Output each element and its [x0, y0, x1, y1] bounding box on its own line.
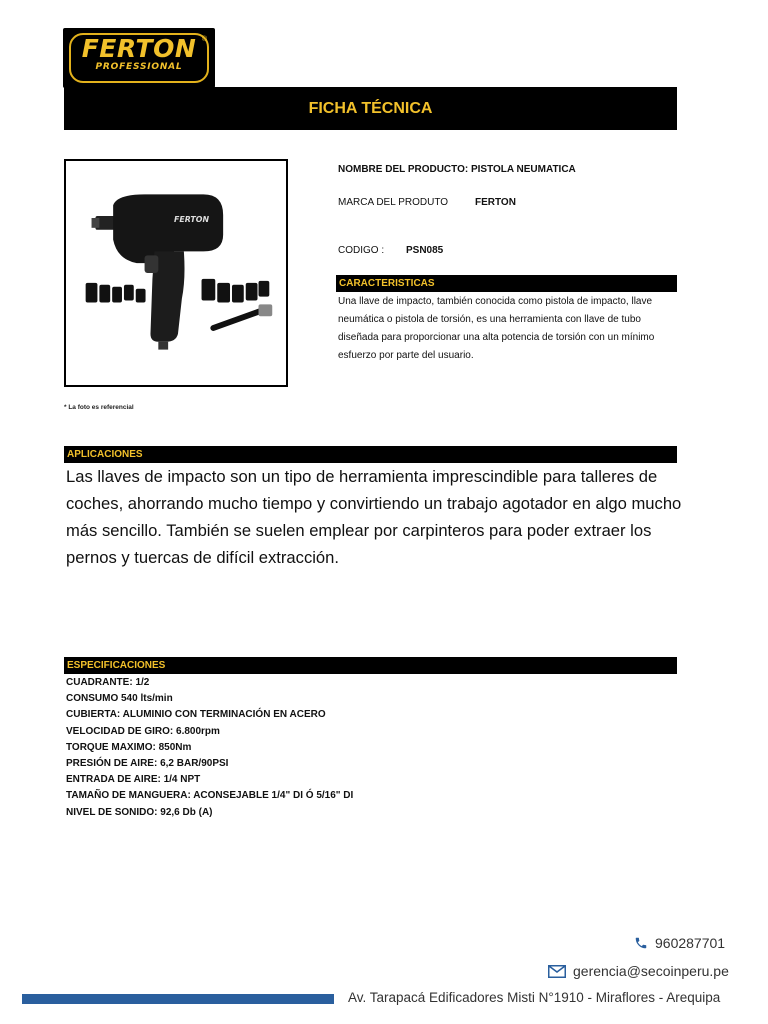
logo-registered-mark: ®: [201, 36, 207, 43]
socket: [124, 285, 134, 301]
product-brand-row: [338, 197, 516, 208]
product-photo: [64, 159, 288, 387]
product-brand-label: MARCA DEL PRODUTO: [338, 197, 449, 208]
tool-brand: FERTON: [174, 214, 210, 224]
ferton-logo: [63, 28, 215, 88]
socket-set-right: [202, 279, 270, 303]
spec-item: CONSUMO 540 lts/min: [66, 693, 173, 705]
product-code-value: PSN085: [406, 245, 444, 256]
aplicaciones-text: Las llaves de impacto son un tipo de herramienta imprescindible para talleres de coches, ahorrando mucho tiempo y convirtiendo un trabajo agotador en algo mucho más sencillo. También se suelen emplear por carpinteros para poder extraer los pernos y tuercas de difícil extracción.: [66, 467, 682, 567]
email-icon: [548, 965, 566, 978]
socket: [86, 283, 98, 303]
extension-adapter: [259, 304, 273, 316]
footer-bar: [22, 994, 334, 1004]
product-code-row: [338, 245, 443, 256]
spec-item: CUBIERTA: ALUMINIO CON TERMINACIÓN EN ACERO: [66, 709, 326, 721]
product-code-label: CODIGO :: [338, 245, 385, 256]
logo-brand: FERTON: [81, 34, 197, 63]
especificaciones-heading: ESPECIFICACIONES: [64, 657, 677, 674]
logo-subtitle: PROFESSIONAL: [95, 62, 183, 72]
spec-item: VELOCIDAD DE GIRO: 6.800rpm: [66, 725, 220, 737]
socket: [202, 279, 216, 301]
socket: [246, 283, 258, 301]
socket: [232, 285, 244, 303]
air-inlet: [158, 342, 168, 350]
socket-set-left: [86, 283, 146, 303]
caracteristicas-heading: CARACTERISTICAS: [336, 275, 677, 292]
aplicaciones-heading: APLICACIONES: [64, 446, 677, 463]
spec-item: PRESIÓN DE AIRE: 6,2 BAR/90PSI: [66, 758, 229, 770]
caracteristicas-text: Una llave de impacto, también conocida como pistola de impacto, llave neumática o pistola de torsión, es una herramienta con llave de tubo diseñada para proporcionar una alta potencia de torsión con un mínimo esfuerzo por parte del usuario.: [338, 296, 655, 361]
socket: [99, 285, 110, 303]
impact-wrench-illustration: [66, 161, 286, 385]
spec-item: ENTRADA DE AIRE: 1/4 NPT: [66, 774, 201, 786]
trigger: [145, 255, 159, 273]
phone-icon: [634, 936, 648, 950]
title-bar: [64, 87, 677, 130]
anvil-square: [92, 218, 100, 228]
spec-item: NIVEL DE SONIDO: 92,6 Db (A): [66, 806, 213, 818]
contact-address: Av. Tarapacá Edificadores Misti N°1910 - Miraflores - Arequipa: [348, 990, 721, 1005]
extension-bar: [213, 310, 262, 328]
socket: [259, 281, 270, 297]
spec-item: TAMAÑO DE MANGUERA: ACONSEJABLE 1/4" DI Ó 5/16" DI: [66, 790, 354, 802]
spec-item: CUADRANTE: 1/2: [66, 677, 150, 688]
contact-email[interactable]: gerencia@secoinperu.pe: [573, 963, 729, 979]
product-name: NOMBRE DEL PRODUCTO: PISTOLA NEUMATICA: [338, 164, 576, 175]
product-brand-value: FERTON: [475, 197, 516, 208]
socket: [136, 289, 146, 303]
specifications-list: [66, 675, 353, 821]
photo-note: * La foto es referencial: [64, 404, 134, 411]
spec-item: TORQUE MAXIMO: 850Nm: [66, 741, 192, 753]
contact-phone: 960287701: [655, 935, 726, 951]
page-title: FICHA TÉCNICA: [308, 99, 433, 117]
socket: [217, 283, 230, 303]
socket: [112, 287, 122, 303]
